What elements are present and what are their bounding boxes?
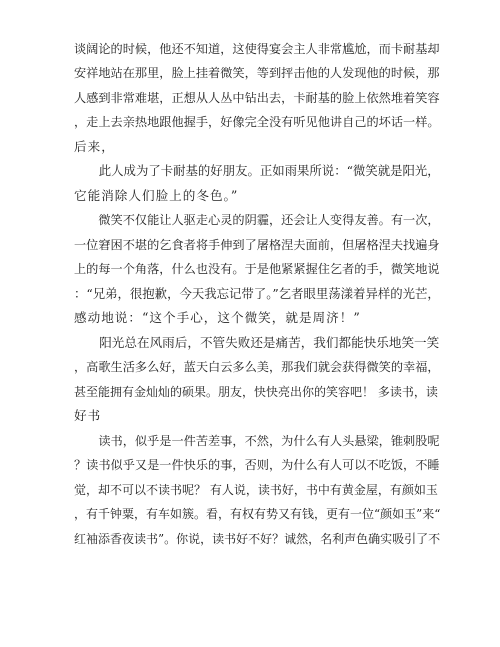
text-line: 它能消除人们脸上的冬色。”: [74, 188, 239, 203]
text-line: 甚至能拥有金灿灿的硕果。朋友，快快亮出你的笑容吧！ 多读书，读: [74, 385, 438, 399]
text-line: 此人成为了卡耐基的好朋友。正如雨果所说：“微笑就是阳光，: [74, 163, 440, 178]
text-line: 读书，似乎是一件苦差事，不然，为什么有人头悬梁，锥刺股呢: [74, 434, 440, 448]
text-line: 阳光总在风雨后，不管失败还是痛苦，我们都能快乐地笑一笑: [74, 335, 440, 350]
text-line: 觉，却不可以不读书呢？ 有人说，读书好，书中有黄金屋，有颜如玉: [74, 483, 438, 497]
text-line: 感动地说：“这个手心，这个微笑，就是周济！”: [74, 310, 361, 325]
text-line: 后来，: [74, 139, 115, 154]
text-line: 好书: [74, 408, 102, 423]
text-line: 人感到非常难堪，正想从人丛中钻出去，卡耐基的脸上依然堆着笑容: [74, 91, 440, 105]
text-line: 一位窘困不堪的乞食者将手伸到了屠格涅夫面前，但屠格涅夫找遍身: [74, 238, 440, 252]
text-line: ，高歌生活多么好，蓝天白云多么美，那我们就会获得微笑的幸福，: [74, 360, 440, 374]
text-line: ？读书似乎又是一件快乐的事，否则，为什么有人可以不吃饭，不睡: [74, 458, 440, 472]
text-line: 安祥地站在那里，脸上挂着微笑，等到抨击他的人发现他的时候，那: [74, 66, 440, 80]
text-line: 红袖添香夜读书”。你说，读书好不好？诚然，名利声色确实吸引了不: [74, 532, 441, 546]
text-line: ：“兄弟，很抱歉，今天我忘记带了。”乞者眼里荡漾着异样的光芒，: [74, 286, 440, 301]
text-line: ，走上去亲热地跟他握手，好像完全没有听见他讲自己的坏话一样。: [74, 115, 440, 129]
text-line: 微笑不仅能让人驱走心灵的阴霾，还会让人变得友善。有一次，: [74, 213, 440, 227]
text-line: 谈阔论的时候，他还不知道，这使得宴会主人非常尴尬，而卡耐基却: [74, 42, 440, 56]
text-line: ，有千钟粟，有车如簇。看，有权有势又有钱，更有一位“颜如玉”来“: [74, 507, 441, 521]
text-line: 上的每一个角落，什么也没有。于是他紧紧握住乞者的手，微笑地说: [74, 262, 440, 276]
